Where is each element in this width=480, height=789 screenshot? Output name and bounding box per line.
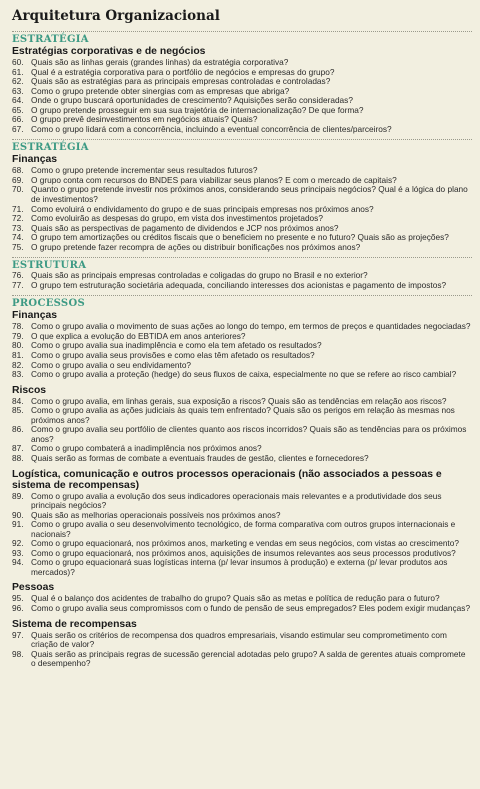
question-item bbox=[8, 454, 472, 464]
question-number: 72. bbox=[12, 213, 24, 224]
question-text: O grupo pretende fazer recompra de ações ou distribuir bonificações nos próximos anos? bbox=[31, 241, 361, 252]
question-text: Como o grupo avalia seus compromissos com o fundo de pensão de seus empregados? Eles podem exigir mudanças? bbox=[31, 602, 471, 613]
question-text: Quais são as principais empresas controladas e coligadas do grupo no Brasil e no exterior? bbox=[31, 270, 368, 281]
question-text: Quais são as estratégias para as principais empresas controladas e controladas? bbox=[31, 76, 331, 87]
question-list bbox=[8, 58, 472, 134]
question-text: Quais são as melhorias operacionais possíveis nos próximos anos? bbox=[31, 509, 281, 520]
section bbox=[8, 31, 472, 134]
subsection-heading: Logística, comunicação e outros processos operacionais (não associados a pessoas e sistema de recompensas) bbox=[12, 468, 442, 491]
question-list bbox=[8, 594, 472, 613]
question-text: Quais serão os critérios de recompensa dos quadros empresariais, visando estimular seu comprometimento com criação de valor? bbox=[31, 629, 447, 650]
question-item bbox=[8, 125, 472, 135]
question-number: 88. bbox=[12, 452, 24, 463]
question-number: 70. bbox=[12, 184, 24, 195]
page-title: Arquitetura Organizacional bbox=[12, 8, 220, 24]
subsection-heading: Finanças bbox=[12, 310, 58, 322]
question-text: Como evoluirá o endividamento do grupo e de suas principais empresas nos próximos anos? bbox=[31, 203, 374, 214]
question-number: 60. bbox=[12, 57, 24, 67]
subsection-heading: Sistema de recompensas bbox=[12, 618, 137, 630]
question-number: 98. bbox=[12, 648, 24, 659]
question-number: 94. bbox=[12, 557, 24, 568]
question-text: Como o grupo equacionará, nos próximos anos, aquisições de insumos relevantes aos seus processos produtivos? bbox=[31, 547, 456, 558]
question-text: Onde o grupo buscará oportunidades de crescimento? Aquisições serão consideradas? bbox=[31, 95, 353, 106]
question-number: 66. bbox=[12, 114, 24, 125]
question-text: Quais serão as principais regras de sucessão gerencial adotadas pelo grupo? A salda de gerentes atuais compromete o desempenho? bbox=[31, 648, 466, 669]
question-text: Como o grupo avalia o movimento de suas ações ao longo do tempo, em termos de preços e quantidades negociadas? bbox=[31, 321, 471, 332]
question-number: 97. bbox=[12, 629, 24, 640]
section-heading: ESTRATÉGIA bbox=[12, 31, 472, 45]
question-number: 75. bbox=[12, 241, 24, 252]
question-number: 93. bbox=[12, 547, 24, 558]
question-text: O grupo pretende prosseguir em sua sua trajetória de internacionalização? De que forma? bbox=[31, 104, 364, 115]
question-text: Como o grupo avalia seu portfólio de clientes quanto aos riscos incorridos? Quais são as tendências para os próximos anos? bbox=[31, 424, 467, 444]
question-number: 85. bbox=[12, 405, 24, 416]
question-text: O grupo tem amortizações ou créditos fiscais que o beneficiem no presente e no futuro? Quais são as projeções? bbox=[31, 232, 449, 243]
question-text: Como o grupo avalia a proteção (hedge) do seus fluxos de caixa, especialmente no que se refere ao risco cambial? bbox=[31, 369, 457, 380]
question-text: Como o grupo equacionará suas logísticas interna (p/ levar insumos à produção) e externa (p/ levar produtos aos mercados)? bbox=[31, 557, 448, 577]
question-number: 63. bbox=[12, 85, 24, 96]
question-text: Como o grupo avalia o seu desenvolvimento tecnológico, de forma comparativa com outros grupos internacionais e nacionais? bbox=[31, 519, 456, 539]
question-text: Como o grupo equacionará, nos próximos anos, marketing e vendas em seus negócios, com vistas ao crescimento? bbox=[31, 538, 459, 549]
question-text: Quais são as perspectivas de pagamento de dividendos e JCP nos próximos anos? bbox=[31, 222, 339, 233]
question-number: 92. bbox=[12, 538, 24, 549]
question-list bbox=[8, 322, 472, 379]
question-text: Como evoluirão as despesas do grupo, em vista dos investimentos projetados? bbox=[31, 213, 323, 224]
question-number: 78. bbox=[12, 321, 24, 332]
question-text: Como o grupo lidará com a concorrência, incluindo a eventual concorrência de clientes/parceiros? bbox=[31, 123, 392, 134]
question-number: 77. bbox=[12, 279, 24, 290]
question-text: O que explica a evolução do EBTIDA em anos anteriores? bbox=[31, 330, 246, 341]
question-text: Como o grupo avalia, em linhas gerais, sua exposição a riscos? Quais são as tendências em relação aos riscos? bbox=[31, 395, 447, 406]
question-item bbox=[8, 281, 472, 291]
subsection-heading: Estratégias corporativas e de negócios bbox=[12, 46, 206, 57]
question-number: 73. bbox=[12, 222, 24, 233]
question-number: 80. bbox=[12, 340, 24, 351]
question-text: Como o grupo avalia o seu endividamento? bbox=[31, 359, 192, 370]
subsection-heading: Finanças bbox=[12, 154, 58, 166]
question-text: Quais são as linhas gerais (grandes linhas) da estratégia corporativa? bbox=[31, 57, 289, 67]
question-number: 86. bbox=[12, 424, 24, 435]
question-number: 82. bbox=[12, 359, 24, 370]
question-text: Como o grupo combaterá a inadimplência nos próximos anos? bbox=[31, 443, 262, 454]
question-list bbox=[8, 631, 472, 669]
question-number: 65. bbox=[12, 104, 24, 115]
question-list bbox=[8, 397, 472, 464]
question-number: 96. bbox=[12, 602, 24, 613]
question-number: 68. bbox=[12, 165, 24, 176]
question-text: O grupo tem estruturação societária adequada, conciliando interesses dos acionistas e pagamento de impostos? bbox=[31, 279, 447, 290]
question-item bbox=[8, 604, 472, 614]
question-number: 87. bbox=[12, 443, 24, 454]
question-number: 81. bbox=[12, 350, 24, 361]
question-text: O grupo conta com recursos do BNDES para viabilizar seus planos? E com o mercado de capitais? bbox=[31, 174, 397, 185]
question-number: 64. bbox=[12, 95, 24, 106]
question-text: O grupo prevê desinvestimentos em negócios atuais? Quais? bbox=[31, 114, 258, 125]
question-text: Como o grupo pretende incrementar seus resultados futuros? bbox=[31, 165, 258, 176]
question-text: Como o grupo avalia seus provisões e como elas têm afetado os resultados? bbox=[31, 350, 315, 361]
question-text: Qual é a estratégia corporativa para o portfólio de negócios e empresas do grupo? bbox=[31, 66, 335, 77]
section-heading: ESTRATÉGIA bbox=[12, 139, 472, 153]
question-item bbox=[8, 370, 472, 380]
question-number: 91. bbox=[12, 519, 24, 530]
question-number: 71. bbox=[12, 203, 24, 214]
question-number: 74. bbox=[12, 232, 24, 243]
section bbox=[8, 139, 472, 252]
section-heading: ESTRUTURA bbox=[12, 257, 472, 271]
question-text: Como o grupo avalia a evolução dos seus indicadores operacionais mais relevantes e a produtividade dos seus principais negócios? bbox=[31, 490, 442, 511]
question-text: Quanto o grupo pretende investir nos próximos anos, considerando seus principais negócios? Qual é a lógica do plano de investimentos? bbox=[31, 184, 468, 205]
section bbox=[8, 295, 472, 668]
question-list bbox=[8, 166, 472, 252]
question-text: Como o grupo pretende obter sinergias com as empresas que abriga? bbox=[31, 85, 290, 96]
question-item bbox=[8, 631, 472, 650]
question-number: 83. bbox=[12, 369, 24, 380]
question-number: 62. bbox=[12, 76, 24, 87]
question-number: 61. bbox=[12, 66, 24, 77]
question-text: Qual é o balanço dos acidentes de trabalho do grupo? Quais são as metas e política de redução para o futuro? bbox=[31, 593, 440, 604]
section-heading: PROCESSOS bbox=[12, 295, 472, 309]
question-item bbox=[8, 243, 472, 253]
question-text: Como o grupo avalia sua inadimplência e como ela tem afetado os resultados? bbox=[31, 340, 322, 351]
question-item bbox=[8, 492, 472, 511]
question-number: 90. bbox=[12, 509, 24, 520]
question-item bbox=[8, 520, 472, 539]
question-item bbox=[8, 425, 472, 444]
question-sections bbox=[8, 31, 472, 669]
question-text: Quais serão as formas de combate a eventuais fraudes de gestão, clientes e fornecedores? bbox=[31, 452, 369, 463]
question-list bbox=[8, 492, 472, 578]
question-item bbox=[8, 650, 472, 669]
question-number: 79. bbox=[12, 330, 24, 341]
question-number: 67. bbox=[12, 123, 24, 134]
question-number: 76. bbox=[12, 270, 24, 281]
question-number: 89. bbox=[12, 490, 24, 501]
subsection-heading: Pessoas bbox=[12, 582, 55, 594]
question-text: Como o grupo avalia as ações judiciais às quais tem enfrentado? Quais são os perigos em relação às mesmas nos próximos anos? bbox=[31, 405, 455, 425]
question-number: 69. bbox=[12, 174, 24, 185]
question-item bbox=[8, 406, 472, 425]
question-list bbox=[8, 271, 472, 290]
question-number: 95. bbox=[12, 593, 24, 604]
subsection-heading: Riscos bbox=[12, 384, 47, 396]
question-item bbox=[8, 558, 472, 577]
question-item bbox=[8, 185, 472, 204]
question-number: 84. bbox=[12, 395, 24, 406]
section bbox=[8, 257, 472, 290]
